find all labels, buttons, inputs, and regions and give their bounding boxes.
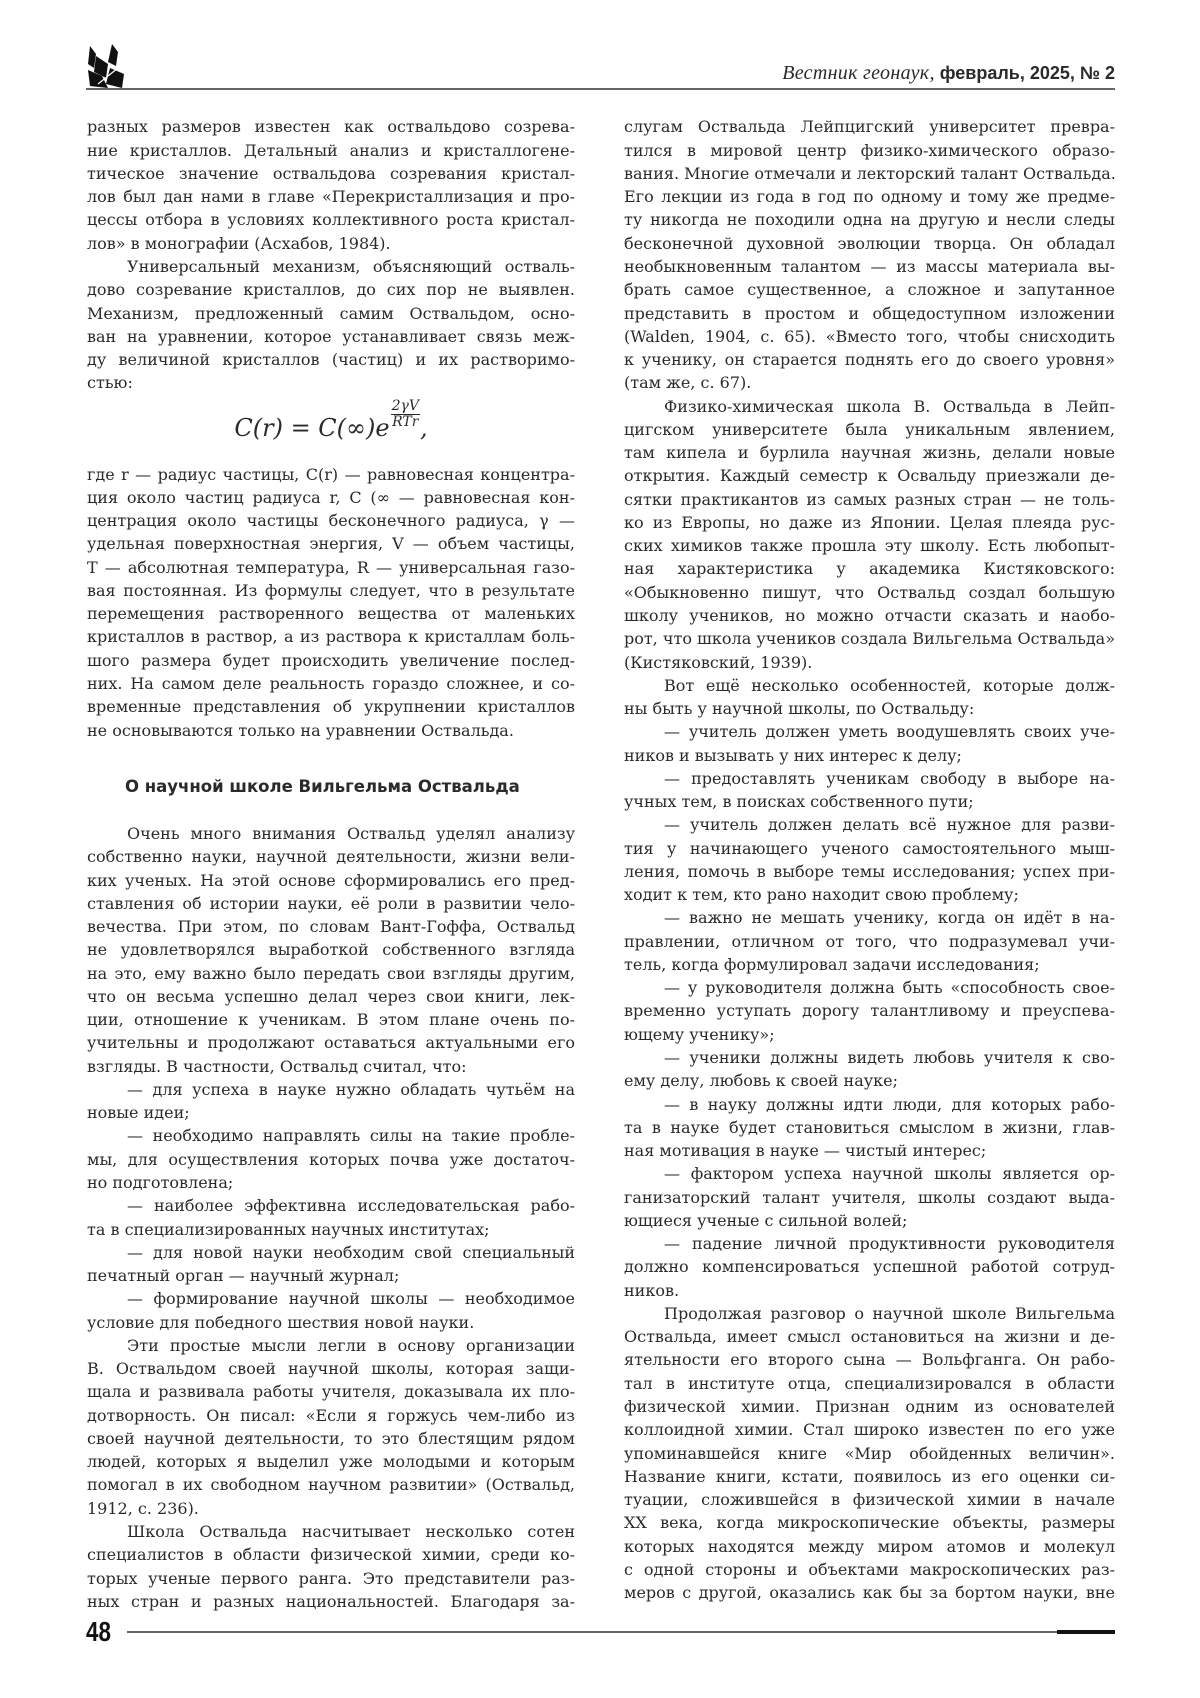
text-line: — в науку должны идти люди, для которых рабо- <box>624 1093 1115 1116</box>
running-header <box>782 62 1115 84</box>
text-line: тия у начинающего ученого самостоятельного мыш- <box>624 837 1115 860</box>
text-line: — для успеха в науке нужно обладать чутьём на <box>87 1078 575 1101</box>
text-line: Механизм, предложенный самим Оствальдом, осно- <box>87 302 575 325</box>
text-line: торых ученые первого ранга. Это представители раз- <box>87 1567 575 1590</box>
text-line: к ученику, он старается поднять его до своего уровня» <box>624 348 1115 371</box>
header-rule <box>86 88 1115 90</box>
footer-rule-accent <box>1057 1630 1115 1634</box>
text-line: ция около частиц радиуса r, C (∞ — равновесная кон- <box>87 486 575 509</box>
paragraph <box>624 1232 1115 1302</box>
right-column <box>624 115 1115 1604</box>
text-line: ние кристаллов. Детальный анализ и кристаллогене- <box>87 139 575 162</box>
text-line: рот, что школа учеников создала Вильгельма Оствальда» <box>624 627 1115 650</box>
text-line: ходит к тем, кто рано находит свою проблему; <box>624 883 1115 906</box>
text-line: тель, когда формулировал задачи исследования; <box>624 953 1115 976</box>
text-line: тическое значение оствальдова созревания кристал- <box>87 162 575 185</box>
text-line: новые идеи; <box>87 1101 575 1124</box>
formula-exp-denominator: RTr <box>392 415 418 430</box>
text-line: мы, для осуществления которых почва уже достаточ- <box>87 1148 575 1171</box>
text-line: там кипела и бурлила научная жизнь, делали новые <box>624 441 1115 464</box>
text-line: сятки практикантов из самых разных стран — не толь- <box>624 488 1115 511</box>
paragraph <box>624 906 1115 976</box>
text-line: 1912, с. 236). <box>87 1497 575 1520</box>
text-line: — ученики должны видеть любовь учителя к сво- <box>624 1046 1115 1069</box>
text-line: должно компенсироваться успешной работой сотруд- <box>624 1255 1115 1278</box>
text-line: лов» в монографии (Асхабов, 1984). <box>87 232 575 255</box>
text-line: Его лекции из года в год по одному и тому же предме- <box>624 185 1115 208</box>
text-line: печатный орган — научный журнал; <box>87 1264 575 1287</box>
crystal-logo-icon <box>86 44 126 88</box>
text-line: Школа Оствальда насчитывает несколько сотен <box>87 1520 575 1543</box>
text-line: людей, которых я выделил уже молодыми и которым <box>87 1450 575 1473</box>
text-line: упоминавшейся книге «Мир обойденных величин». <box>624 1442 1115 1465</box>
text-line: та в науке будет становиться смыслом в жизни, глав- <box>624 1116 1115 1139</box>
paragraph <box>624 1302 1115 1604</box>
text-line: ятельности его второго сына — Вольфганга. Он рабо- <box>624 1348 1115 1371</box>
text-line: (Walden, 1904, с. 65). «Вместо того, чтобы снисходить <box>624 325 1115 348</box>
text-line: Продолжая разговор о научной школе Вильгельма <box>624 1302 1115 1325</box>
text-line: помогал в их свободном научном развитии» (Оствальд, <box>87 1473 575 1496</box>
text-line: ющиеся ученые с сильной волей; <box>624 1209 1115 1232</box>
text-line: — падение личной продуктивности руководителя <box>624 1232 1115 1255</box>
text-line: ников. <box>624 1279 1115 1302</box>
text-line: ных стран и разных национальностей. Благодаря за- <box>87 1590 575 1613</box>
text-line: временно уступать дорогу талантливому и преуспева- <box>624 999 1115 1022</box>
page-number: 48 <box>86 1616 111 1648</box>
text-line: щала и развивала работы учителя, доказывала их пло- <box>87 1380 575 1403</box>
text-line: ции, отношение к ученикам. В этом плане очень по- <box>87 1008 575 1031</box>
text-line: ганизаторский талант учителя, школы создают выда- <box>624 1186 1115 1209</box>
issue-info: февраль, 2025, № 2 <box>935 63 1115 83</box>
paragraph <box>624 395 1115 674</box>
text-line: тал в институте отца, специализировался в области <box>624 1372 1115 1395</box>
text-line: них. На самом деле реальность гораздо сложнее, и со- <box>87 672 575 695</box>
text-line: стью: <box>87 371 575 394</box>
text-line: — для новой науки необходим свой специальный <box>87 1241 575 1264</box>
text-line: учительны и продолжают оставаться актуальными его <box>87 1031 575 1054</box>
text-line: (Кистяковский, 1939). <box>624 651 1115 674</box>
paragraph <box>624 1162 1115 1232</box>
text-line: на это, ему важно было передать свои взгляды другим, <box>87 962 575 985</box>
text-line: ная характеристика у академика Кистяковского: <box>624 557 1115 580</box>
text-line: вая постоянная. Из формулы следует, что в результате <box>87 579 575 602</box>
formula-tail: , <box>420 417 428 440</box>
text-line: вечества. При этом, по словам Вант-Гоффа, Оствальд <box>87 915 575 938</box>
text-line: вания. Многие отмечали и лекторский талант Оствальда. <box>624 162 1115 185</box>
text-line: — у руководителя должна быть «способность свое- <box>624 976 1115 999</box>
text-line: коллоидной химии. Стал широко известен по его уже <box>624 1418 1115 1441</box>
text-line: дотворность. Он писал: «Если я горжусь чем-либо из <box>87 1404 575 1427</box>
text-line: — учитель должен делать всё нужное для разви- <box>624 813 1115 836</box>
text-line: Т — абсолютная температура, R — универсальная газо- <box>87 556 575 579</box>
text-line: что он весьма успешно делал через свои книги, лек- <box>87 985 575 1008</box>
paragraph <box>624 976 1115 1046</box>
text-line: — наиболее эффективна исследовательская рабо- <box>87 1194 575 1217</box>
text-line: представить в простом и общедоступном изложении <box>624 302 1115 325</box>
text-line: ту никогда не походили одна на другую и несли следы <box>624 208 1115 231</box>
text-line: но подготовлена; <box>87 1171 575 1194</box>
text-line: — учитель должен уметь воодушевлять своих уче- <box>624 720 1115 743</box>
journal-name: Вестник геонаук, <box>782 62 935 84</box>
text-line: условие для победного шествия новой науки. <box>87 1311 575 1334</box>
paragraph <box>624 813 1115 906</box>
text-line: перемещения растворенного вещества от маленьких <box>87 602 575 625</box>
text-line: правлении, отличном от того, что подразумевал учи- <box>624 930 1115 953</box>
text-line: — предоставлять ученикам свободу в выборе на- <box>624 767 1115 790</box>
text-line: (там же, с. 67). <box>624 371 1115 394</box>
text-line: временные представления об укрупнении кристаллов <box>87 695 575 718</box>
paragraph <box>87 1078 575 1125</box>
paragraph <box>87 115 575 255</box>
text-line: Оствальда, имеет смысл остановиться на жизни и де- <box>624 1325 1115 1348</box>
text-line: которых находятся между миром атомов и молекул <box>624 1535 1115 1558</box>
text-line: — важно не мешать ученику, когда он идёт в на- <box>624 906 1115 929</box>
text-line: ны быть у научной школы, по Оствальду: <box>624 697 1115 720</box>
text-line: тился в мировой центр физико-химического образо- <box>624 139 1115 162</box>
paragraph <box>87 822 575 1078</box>
paragraph <box>87 1241 575 1288</box>
paragraph <box>87 463 575 742</box>
text-line: брать самое существенное, а сложное и запутанное <box>624 278 1115 301</box>
section-heading: О научной школе Вильгельма Оствальда <box>87 775 575 798</box>
text-line: В. Оствальдом своей научной школы, которая защи- <box>87 1357 575 1380</box>
text-line: необыкновенным талантом — из массы материала вы- <box>624 255 1115 278</box>
text-line: своей научной деятельности, то это блестящим рядом <box>87 1427 575 1450</box>
text-line: Вот ещё несколько особенностей, которые долж- <box>624 674 1115 697</box>
text-line: взгляды. В частности, Оствальд считал, что: <box>87 1055 575 1078</box>
text-line: та в специализированных научных институтах; <box>87 1218 575 1241</box>
footer-rule <box>127 1631 1115 1633</box>
text-line: кристаллов в раствор, а из раствора к кристаллам боль- <box>87 625 575 648</box>
text-line: цессы отбора в условиях коллективного роста кристал- <box>87 208 575 231</box>
text-line: учных тем, в поисках собственного пути; <box>624 790 1115 813</box>
text-line: ющему ученику»; <box>624 1023 1115 1046</box>
text-line: меров с другой, оказались как бы за бортом науки, вне <box>624 1581 1115 1604</box>
text-line: — формирование научной школы — необходимое <box>87 1287 575 1310</box>
text-line: где r — радиус частицы, C(r) — равновесная концентра- <box>87 463 575 486</box>
text-line: ления, помочь в выборе темы исследования; успех при- <box>624 860 1115 883</box>
text-line: ких ученых. На этой основе сформировались его пред- <box>87 869 575 892</box>
text-line: Название книги, кстати, появилось из его оценки си- <box>624 1465 1115 1488</box>
paragraph <box>87 1287 575 1334</box>
text-line: ду величиной кристаллов (частиц) и их растворимо- <box>87 348 575 371</box>
paragraph <box>624 674 1115 721</box>
text-line: ко из Европы, но даже из Японии. Целая плеяда рус- <box>624 511 1115 534</box>
text-line: ная мотивация в науке — чистый интерес; <box>624 1139 1115 1162</box>
paragraph <box>87 1194 575 1241</box>
paragraph <box>87 1124 575 1194</box>
text-line: Физико-химическая школа В. Оствальда в Лейп- <box>624 395 1115 418</box>
text-line: ставления об истории науки, её роли в развитии чело- <box>87 892 575 915</box>
text-line: Универсальный механизм, объясняющий остваль- <box>87 255 575 278</box>
paragraph <box>87 1334 575 1520</box>
text-line: ников и вызывать у них интерес к делу; <box>624 744 1115 767</box>
text-line: шого размера будет происходить увеличение послед- <box>87 649 575 672</box>
text-line: бесконечной духовной эволюции творца. Он обладал <box>624 232 1115 255</box>
text-line: «Обыкновенно пишут, что Оствальд создал большую <box>624 581 1115 604</box>
text-line: не основываются только на уравнении Оствальда. <box>87 719 575 742</box>
paragraph <box>624 1093 1115 1163</box>
text-line: — фактором успеха научной школы является ор- <box>624 1162 1115 1185</box>
text-line: центрация около частицы бесконечного радиуса, γ — <box>87 509 575 532</box>
formula <box>87 395 575 463</box>
text-line: специалистов в области физической химии, среди ко- <box>87 1543 575 1566</box>
text-line: открытия. Каждый семестр к Освальду приезжали де- <box>624 464 1115 487</box>
text-line: разных размеров известен как оствальдово созрева- <box>87 115 575 138</box>
formula-exponent <box>391 399 420 430</box>
text-line: ему делу, любовь к своей науке; <box>624 1069 1115 1092</box>
text-line: лов был дан нами в главе «Перекристаллизация и про- <box>87 185 575 208</box>
text-line: — необходимо направлять силы на такие пробле- <box>87 1124 575 1147</box>
text-line: школу учеников, но можно отчасти сказать и наобо- <box>624 604 1115 627</box>
text-line: не удовлетворялся выработкой собственного взгляда <box>87 938 575 961</box>
text-line: Эти простые мысли легли в основу организации <box>87 1334 575 1357</box>
text-line: собственно науки, научной деятельности, жизни вели- <box>87 845 575 868</box>
paragraph <box>624 720 1115 767</box>
text-line: Очень много внимания Оствальд уделял анализу <box>87 822 575 845</box>
paragraph <box>624 767 1115 814</box>
text-line: цигском университете была уникальным явлением, <box>624 418 1115 441</box>
text-line: XX века, когда микроскопические объекты, размеры <box>624 1511 1115 1534</box>
left-column <box>87 115 575 1613</box>
text-line: ван на уравнении, которое устанавливает связь меж- <box>87 325 575 348</box>
text-line: ских химиков также прошла эту школу. Есть любопыт- <box>624 534 1115 557</box>
text-line: слугам Оствальда Лейпцигский университет превра- <box>624 115 1115 138</box>
text-line: дово созревание кристаллов, до сих пор не выявлен. <box>87 278 575 301</box>
text-line: туации, сложившейся в физической химии в начале <box>624 1488 1115 1511</box>
paragraph <box>624 115 1115 394</box>
text-line: физической химии. Признан одним из основателей <box>624 1395 1115 1418</box>
paragraph <box>87 1520 575 1613</box>
formula-lhs: C(r) = C(∞)e <box>234 417 389 440</box>
formula-exp-numerator: 2γV <box>391 399 420 415</box>
text-line: с одной стороны и объектами макроскопических раз- <box>624 1558 1115 1581</box>
paragraph <box>624 1046 1115 1093</box>
text-line: удельная поверхностная энергия, V — объем частицы, <box>87 532 575 555</box>
paragraph <box>87 255 575 395</box>
